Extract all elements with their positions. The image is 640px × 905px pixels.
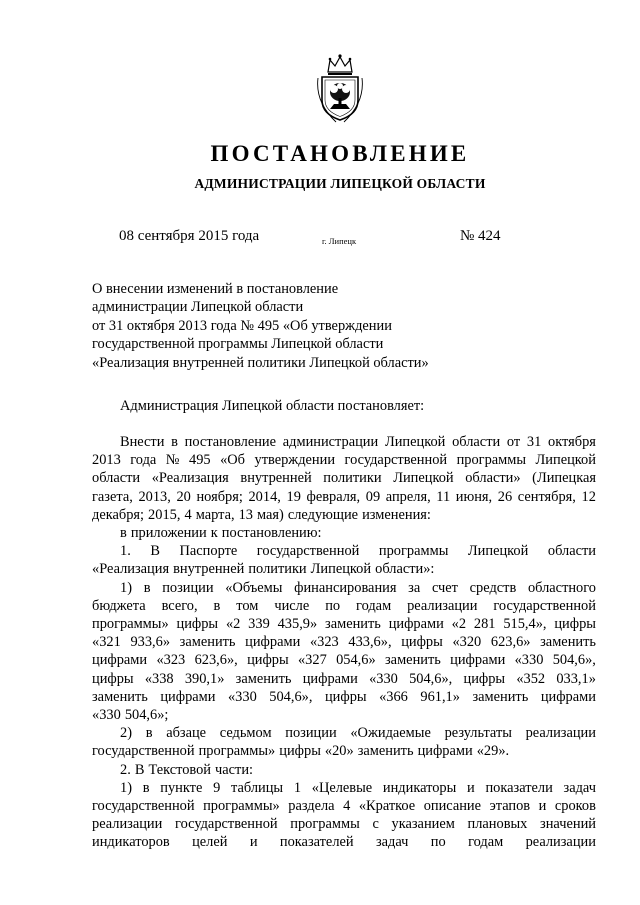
body-word: Липецкой — [535, 452, 596, 469]
body-word: Липецкой — [384, 434, 446, 450]
body-word: «338 — [144, 670, 174, 687]
body-word: заменить — [357, 743, 414, 760]
body-word: заменить — [235, 670, 292, 687]
body-word: цифры — [92, 670, 134, 687]
body-word: показатели — [485, 779, 553, 796]
body-word: Текстовой — [148, 761, 212, 778]
body-word: 2014, — [248, 488, 281, 505]
body-word: 961,1» — [420, 688, 460, 705]
body-word: «Ожидаемые — [350, 725, 431, 742]
body-word: 19 — [286, 488, 301, 505]
body-word: описание — [423, 798, 482, 815]
body-word: изменения: — [362, 506, 431, 523]
body-word: цифры — [279, 743, 321, 760]
body-word: цифрами — [540, 688, 596, 705]
document-body — [92, 433, 596, 852]
body-word: 11 — [436, 488, 451, 505]
body-word: «352 — [516, 670, 546, 687]
decree-line: Администрация Липецкой области постановляет: — [120, 398, 425, 414]
body-word: к — [210, 525, 218, 542]
body-word: 623,6», — [194, 652, 238, 669]
body-word: абзаце — [166, 725, 207, 742]
body-word: годам — [468, 834, 504, 851]
body-word: 12 — [581, 488, 596, 505]
body-word: газета, — [92, 488, 133, 505]
body-word: годам — [356, 597, 392, 614]
body-word: цифрами — [302, 670, 358, 687]
body-line — [92, 433, 596, 451]
body-word: 281 — [473, 616, 496, 633]
subject-line: от 31 октября 2013 года № 495 «Об утверждении — [92, 317, 392, 334]
body-word: постановление — [184, 434, 277, 450]
body-word: области» — [465, 470, 521, 487]
body-word: внутренней — [173, 561, 245, 578]
body-word: цифры — [176, 616, 219, 633]
body-word: «330 — [92, 707, 121, 724]
body-word: области — [92, 470, 141, 487]
document-date: 08 сентября 2015 года — [119, 228, 260, 244]
body-word: значений — [540, 816, 596, 833]
body-word: в — [143, 579, 151, 596]
body-line — [92, 615, 596, 633]
body-line — [92, 542, 596, 560]
subject-line: «Реализация внутренней политики Липецкой области» — [92, 354, 429, 371]
body-word: постановлению: — [221, 525, 322, 542]
body-line — [92, 651, 596, 669]
body-word: и — [538, 798, 547, 815]
body-word: июня, — [455, 488, 493, 505]
body-word: 435,9» — [277, 616, 318, 633]
body-word: государственной — [92, 743, 195, 760]
body-word: пункте — [160, 779, 203, 796]
body-word: части: — [215, 761, 254, 778]
body-word: реализации — [525, 834, 596, 851]
body-word: заменить — [179, 634, 236, 651]
body-word: счет — [431, 579, 458, 596]
body-word: 1) — [120, 579, 132, 596]
body-word: «330 — [514, 652, 544, 669]
body-line — [92, 488, 596, 506]
body-word: 623,6» — [490, 634, 531, 651]
body-word: «29». — [476, 743, 510, 760]
body-line — [92, 670, 596, 688]
body-word: по — [430, 834, 446, 851]
body-word: 31 — [526, 434, 542, 450]
body-word: 495 — [189, 452, 211, 469]
body-line — [92, 560, 596, 578]
body-word: области — [547, 543, 596, 560]
body-word: внутренней — [240, 470, 312, 487]
body-word: 515,4», — [503, 616, 547, 633]
body-word: программы — [378, 543, 449, 560]
body-line — [92, 688, 596, 706]
body-word: ноября; — [196, 488, 243, 505]
body-word: цифрами — [245, 634, 301, 651]
body-word: заменить — [325, 616, 381, 633]
decree-statement — [92, 397, 596, 415]
body-word: декабря; — [92, 506, 145, 523]
body-word: программы» — [92, 616, 169, 633]
body-word: том — [236, 597, 259, 614]
body-word: заменить — [92, 688, 148, 705]
body-word: октября — [548, 434, 596, 450]
body-word: следующие — [287, 506, 359, 523]
body-word: 054,6» — [336, 652, 376, 669]
body-word: В — [134, 761, 145, 778]
body-word: приложении — [130, 525, 207, 542]
body-word: (Липецкая — [532, 470, 596, 487]
body-line — [92, 761, 596, 779]
body-word: «Объемы — [225, 579, 283, 596]
body-word: реализации — [407, 597, 478, 614]
body-word: цифрами — [92, 652, 148, 669]
body-word: указанием — [391, 816, 455, 833]
body-word: 9 — [213, 779, 221, 796]
body-word: таблицы — [231, 779, 284, 796]
body-word: этапов — [489, 798, 531, 815]
body-word: области — [452, 434, 501, 450]
body-word: с — [372, 816, 379, 833]
body-word: в — [142, 779, 150, 796]
body-word: позиции — [285, 725, 337, 742]
body-word: 2) — [120, 725, 132, 742]
subject-line: государственной программы Липецкой области — [92, 336, 384, 353]
body-line — [92, 706, 596, 724]
body-word: государственной — [256, 543, 360, 560]
body-word: реализации — [92, 816, 163, 833]
subject-line: О внесении изменений в постановление — [92, 281, 339, 297]
body-word: цифры — [463, 670, 506, 687]
body-word: индикаторов — [92, 834, 170, 851]
body-line — [92, 797, 596, 815]
body-word: 504,6», — [552, 652, 596, 669]
body-word: в — [171, 434, 178, 450]
body-word: в — [145, 725, 153, 742]
body-word: цифрами — [388, 616, 444, 633]
body-line — [92, 742, 596, 760]
body-word: 26 — [497, 488, 513, 505]
body-word: раздела — [288, 798, 335, 815]
body-word: администрации — [282, 434, 379, 450]
body-word: 09 — [365, 488, 381, 505]
body-line — [92, 451, 596, 469]
body-word: заменить — [385, 652, 441, 669]
body-word: «Краткое — [358, 798, 416, 815]
body-line — [92, 579, 596, 597]
body-line — [92, 633, 596, 651]
body-word: в — [120, 525, 127, 542]
body-word: 933,6» — [130, 634, 171, 651]
body-word: 2013 — [92, 452, 121, 469]
body-line — [92, 815, 596, 833]
body-word: по — [325, 597, 341, 614]
body-word: «327 — [297, 652, 327, 669]
body-word: В — [150, 543, 160, 560]
body-word: «330 — [369, 670, 398, 687]
body-word: в — [213, 597, 221, 614]
body-word: 033,1» — [556, 670, 596, 687]
body-word: 339 — [248, 616, 270, 633]
body-word: всего, — [161, 597, 198, 614]
body-word: цифры — [324, 688, 367, 705]
body-word: «Об — [220, 452, 246, 469]
body-word: Внести — [120, 434, 165, 450]
body-word: государственной — [344, 452, 448, 469]
body-word: апреля, — [385, 488, 431, 505]
document-title: ПОСТАНОВЛЕНИЕ — [210, 141, 470, 166]
body-word: Паспорте — [179, 543, 238, 560]
body-word: 2. — [120, 761, 131, 778]
subject-line: администрации Липецкой области — [92, 299, 304, 316]
body-line — [92, 597, 596, 615]
body-word: задач — [563, 779, 596, 796]
body-word: 504,6», — [409, 670, 453, 687]
body-word: «2 — [451, 616, 467, 633]
document-subject — [92, 280, 429, 372]
body-word: показателей — [279, 834, 354, 851]
body-word: программы» — [203, 798, 280, 815]
body-word: политики — [248, 561, 307, 578]
body-word: «2 — [225, 616, 241, 633]
body-word: за — [408, 579, 421, 596]
body-word: реализации — [525, 725, 596, 742]
body-word: политики — [323, 470, 382, 487]
body-word: 2015, — [148, 506, 181, 523]
body-word: февраля, — [306, 488, 361, 505]
body-word: 390,1» — [184, 670, 225, 687]
body-word: индикаторы — [382, 779, 457, 796]
body-word: утверждении — [254, 452, 336, 469]
document-number: № 424 — [460, 228, 501, 244]
body-word: 1. — [120, 543, 131, 560]
body-line — [92, 833, 596, 851]
body-word: Липецкой — [393, 470, 454, 487]
body-word: бюджета — [92, 597, 146, 614]
body-word: цифрами — [417, 743, 473, 760]
body-line — [92, 469, 596, 487]
body-word: 1) — [120, 779, 132, 796]
body-word: областного — [527, 579, 596, 596]
body-word: финансирования — [294, 579, 397, 596]
issuing-authority: АДМИНИСТРАЦИИ ЛИПЕЦКОЙ ОБЛАСТИ — [194, 176, 486, 191]
body-word: заменить — [540, 634, 596, 651]
body-word: сроков — [554, 798, 596, 815]
body-word: цифры — [247, 652, 289, 669]
body-word: числе — [274, 597, 310, 614]
body-word: «Реализация — [92, 561, 170, 578]
body-word: Липецкой — [467, 543, 529, 560]
body-word: марта, — [195, 506, 235, 523]
body-word: «323 — [156, 652, 186, 669]
body-word: цифры — [401, 634, 443, 651]
body-line — [92, 524, 596, 542]
body-word: сентября, — [517, 488, 576, 505]
body-word: задач — [375, 834, 409, 851]
body-line — [92, 506, 596, 524]
body-word: и — [467, 779, 475, 796]
body-word: «366 — [379, 688, 408, 705]
body-word: 1 — [293, 779, 302, 796]
body-word: государственной — [92, 798, 195, 815]
body-word: «330 — [227, 688, 257, 705]
body-word: 20 — [176, 488, 191, 505]
body-word: программы — [290, 816, 360, 833]
body-word: «321 — [92, 634, 121, 651]
body-word: «Реализация — [151, 470, 229, 487]
body-word: цифрами — [450, 652, 506, 669]
body-word: седьмом — [219, 725, 272, 742]
body-word: и — [249, 834, 258, 851]
body-word: «20» — [324, 743, 354, 760]
body-word: средств — [469, 579, 517, 596]
body-word: 504,6», — [269, 688, 313, 705]
coat-of-arms-icon — [315, 52, 365, 124]
body-line — [92, 779, 596, 797]
document-city: г. Липецк — [322, 236, 357, 246]
body-word: 433,6», — [348, 634, 392, 651]
body-word: мая) — [257, 506, 284, 523]
body-word: 2013, — [138, 488, 171, 505]
body-word: 504,6»; — [124, 707, 169, 724]
body-word: цифры — [554, 616, 596, 633]
body-word: 13 — [238, 506, 253, 523]
body-word: позиции — [162, 579, 214, 596]
body-word: программы» — [198, 743, 276, 760]
body-word: заменить — [472, 688, 529, 705]
body-word: «323 — [309, 634, 339, 651]
body-word: «320 — [452, 634, 482, 651]
body-word: цифрами — [160, 688, 216, 705]
body-word: от — [506, 434, 521, 450]
body-word: результаты — [444, 725, 512, 742]
body-word: «Целевые — [311, 779, 373, 796]
body-word: программы — [456, 452, 527, 469]
body-word: 4 — [184, 506, 192, 523]
body-word: Липецкой — [310, 561, 372, 578]
body-word: 4 — [343, 798, 351, 815]
body-word: области»: — [375, 561, 435, 578]
body-word: № — [165, 452, 180, 469]
body-word: года — [130, 452, 157, 469]
body-word: государственной — [175, 816, 278, 833]
body-word: государственной — [493, 597, 596, 614]
body-word: плановых — [467, 816, 528, 833]
body-line — [92, 724, 596, 742]
body-word: целей — [192, 834, 228, 851]
